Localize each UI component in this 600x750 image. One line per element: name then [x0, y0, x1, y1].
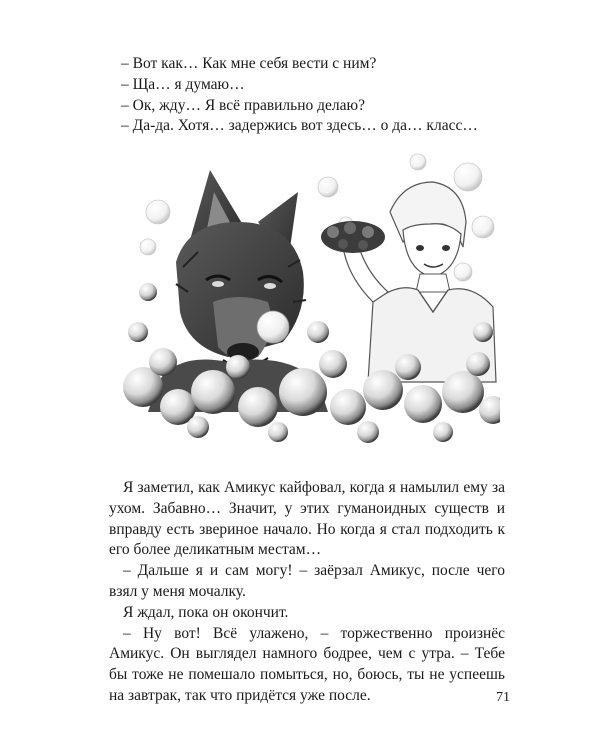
paragraph: Я заметил, как Амикус кайфовал, когда я намылил ему за ухом. Забавно… Значит, у этих гуманоидных существ и вправду есть звериное начало. Но когда я стал подходить к его более деликатным местам… [109, 479, 505, 559]
paragraph: – Дальше я и сам могу! – заёрзал Амикус, после чего взял у меня мочалку. [109, 562, 505, 600]
paragraph: Я ждал, пока он окончит. [123, 603, 289, 621]
page-number: 71 [496, 690, 510, 705]
boy-character [343, 182, 496, 382]
illustration [118, 152, 500, 447]
body-text [109, 478, 505, 707]
dialogue-line: – Вот как… Как мне себя вести с ним? [121, 55, 377, 72]
illustration-svg [118, 152, 500, 447]
sponge [321, 221, 385, 253]
dialogue-line: – Ок, жду… Я всё правильно делаю? [121, 96, 365, 114]
dialogue-line: – Да-да. Хотя… задержись вот здесь… о да… класс… [121, 117, 478, 135]
paragraph: – Ну вот! Всё улажено, – торжественно произнёс Амикус. Он выглядел намного бодрее, чем с утра. – Тебе бы тоже не помешало помыться, но, боюсь, ты не успеешь на завтрак, так что придётся уже после. [109, 624, 505, 704]
dialogue-block [121, 54, 501, 137]
dialogue-line: – Ща… я думаю… [121, 75, 245, 93]
